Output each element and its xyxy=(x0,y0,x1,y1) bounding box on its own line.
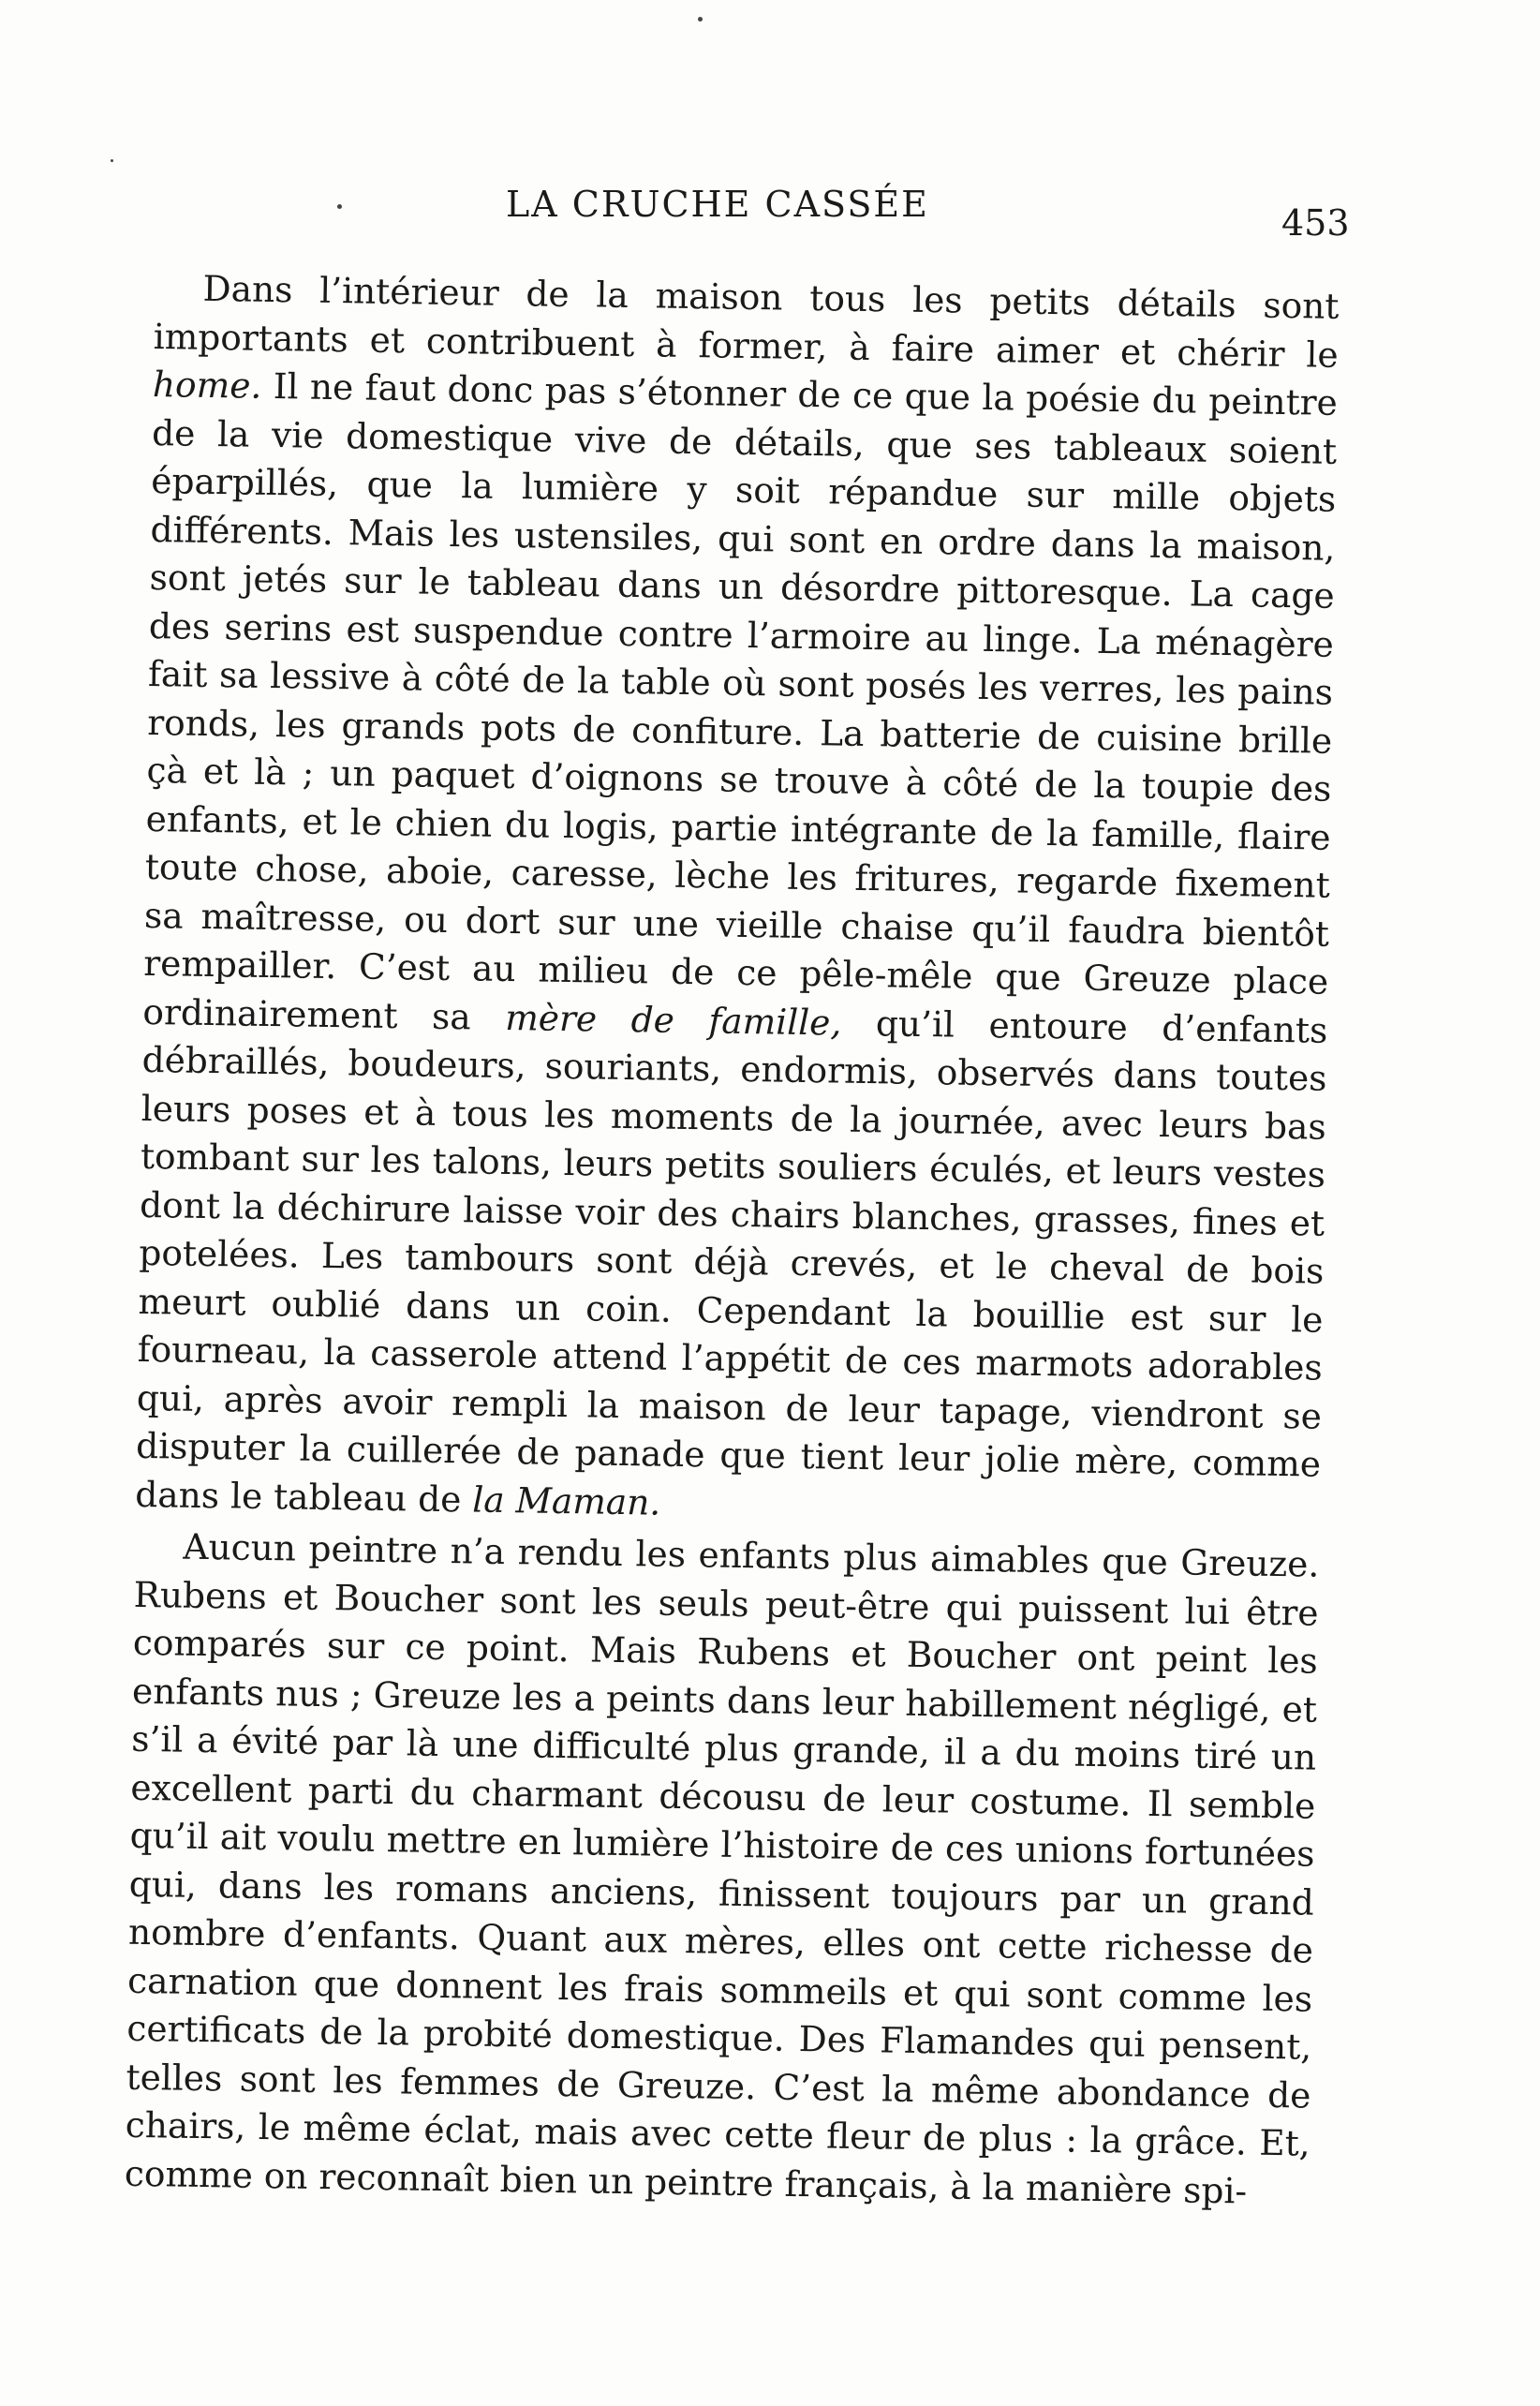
page-header xyxy=(0,176,1540,244)
paragraph xyxy=(135,264,1340,1537)
text-run: Il ne faut donc pas s’étonner de ce que la poésie du peintre de la vie domestique vive de détails, que ses tableaux soient éparpillés, que la lumière y soit répandue sur mille objets différents. Mais les ustensiles, qui sont en ordre dans la maison, sont jetés sur le tableau dans un désordre pittoresque. La cage des serins est suspendue contre l’armoire au linge. La ménagère fait sa lessive à côté de la table où sont posés les verres, les pains ronds, les grands pots de confiture. La batterie de cuisine brille çà et là ; un paquet d’oignons se trouve à côté de la toupie des enfants, et le chien du logis, partie intégrante de la famille, flaire toute chose, aboie, caresse, lèche les fritures, regarde fixement sa maîtresse, ou dort sur une vieille chaise qu’il faudra bientôt rempailler. C’est au milieu de ce pêle-mêle que Greuze place ordinairement sa xyxy=(142,364,1339,1038)
running-title: LA CRUCHE CASSÉE xyxy=(506,184,929,225)
italic-run: home. xyxy=(152,363,262,407)
print-speck xyxy=(698,17,703,22)
print-speck xyxy=(111,159,113,162)
text-run: Dans l’intérieur de la maison tous les petits détails sont importants et contribuent à former, à faire aimer et chérir le xyxy=(153,267,1340,376)
text-run: Aucun peintre n’a rendu les enfants plus aimables que Greuze. Rubens et Boucher sont les seuls peut-être qui puissent lui être comparés sur ce point. Mais Rubens et Boucher ont peint les enfants nus ; Greuze les a peints dans leur habillement négligé, et s’il a évité par là une difficulté plus grande, il a du moins tiré un excellent parti du charmant décousu de leur costume. Il semble qu’il ait voulu mettre en lumière l’histoire de ces unions fortunées qui, dans les romans anciens, finissent toujours par un grand nombre d’enfants. Quant aux mères, elles ont cette richesse de carnation que donnent les frais sommeils et qui sont comme les certificats de la probité domestique. Des Flamandes qui pensent, telles sont les femmes de Greuze. C’est la même abondance de chairs, le même éclat, mais avec cette fleur de plus : la grâce. Et, comme on reconnaît bien un peintre français, à la manière spi- xyxy=(124,1525,1320,2212)
header-dot xyxy=(337,204,342,209)
page-number: 453 xyxy=(1281,202,1350,244)
body-text xyxy=(125,264,1340,2217)
text-run: qu’il entoure d’enfants débraillés, boudeurs, souriants, endormis, observés dans toutes leurs poses et à tous les moments de la journée, avec leurs bas tombant sur les talons, leurs petits souliers éculés, et leurs vestes dont la déchirure laisse voir des chairs blanches, grasses, fines et potelées. Les tambours sont déjà crevés, et le cheval de bois meurt oublié dans un coin. Cependant la bouillie est sur le fourneau, la casserole attend l’appétit de ces marmots adorables qui, après avoir rempli la maison de leur tapage, viendront se disputer la cuillerée de panade que tient leur jolie mère, comme dans le tableau de xyxy=(135,1002,1328,1520)
italic-run: mère de famille, xyxy=(504,996,842,1044)
italic-run: la Maman. xyxy=(471,1478,661,1523)
paragraph xyxy=(125,1522,1320,2217)
